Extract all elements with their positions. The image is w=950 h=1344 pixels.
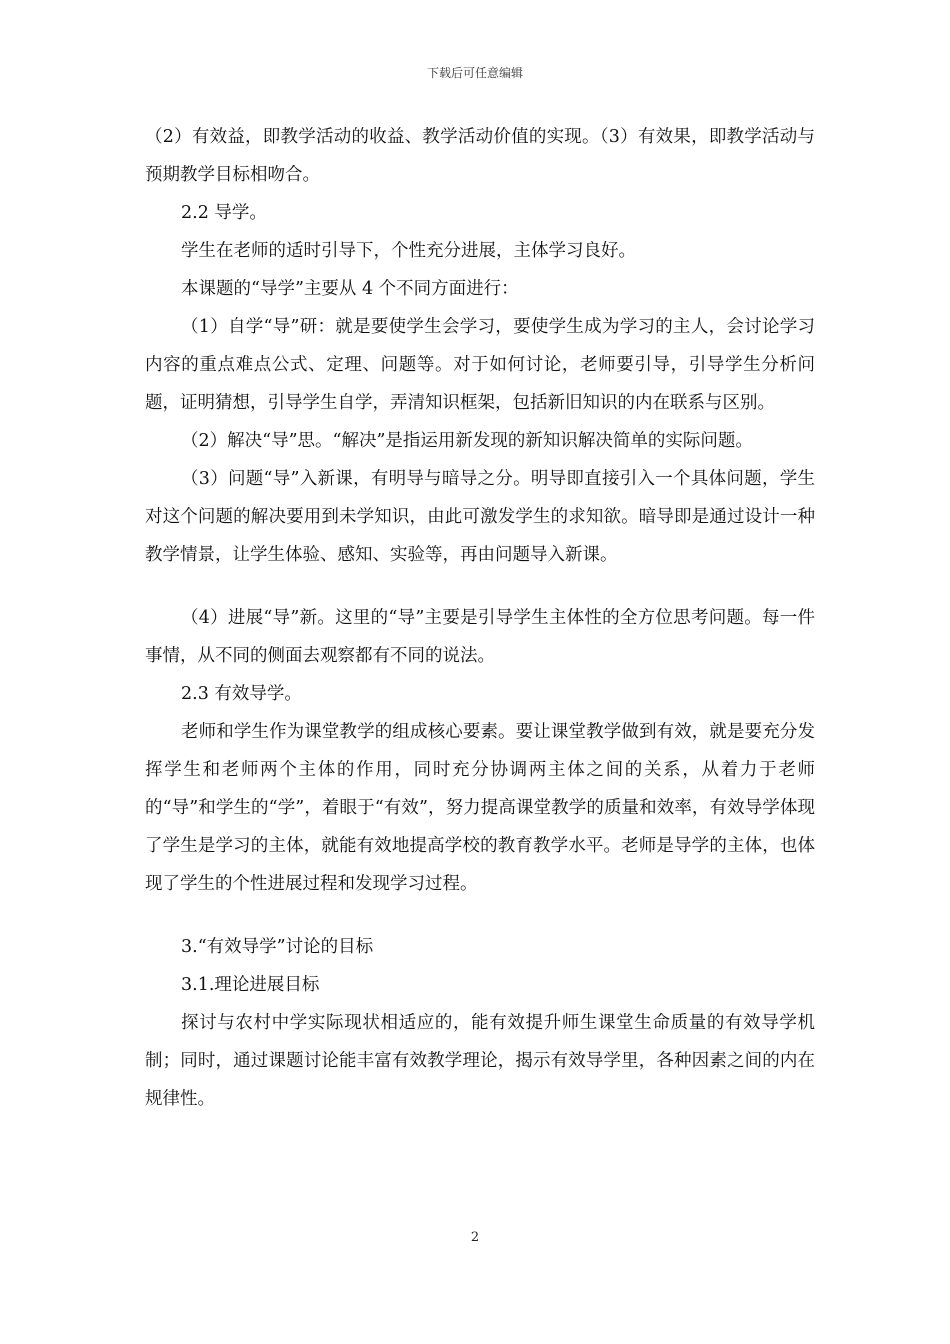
paragraph-aspect-4: （4）进展“导”新。这里的“导”主要是引导学生主体性的全方位思考问题。每一件事情，从不同的侧面去观察都有不同的说法。	[145, 608, 815, 666]
paragraph-four-aspects: 本课题的“导学”主要从 4 个不同方面进行：	[181, 279, 519, 299]
paragraph-aspect-1: （1）自学“导”研：就是要使学生会学习，要使学生成为学习的主人，会讨论学习内容的重点难点公式、定理、问题等。对于如何讨论，老师要引导，引导学生分析问题，证明猜想，引导学生自学，弄清知识框架，包括新旧知识的内在联系与区别。	[145, 317, 815, 413]
heading-3: 3.“有效导学”讨论的目标	[181, 937, 374, 957]
paragraph-theory-goal: 探讨与农村中学实际现状相适应的，能有效提升师生课堂生命质量的有效导学机制；同时，通过课题讨论能丰富有效教学理论，揭示有效导学里，各种因素之间的内在规律性。	[145, 1013, 815, 1109]
paragraph-gap	[145, 574, 815, 599]
paragraph-aspect-2: （2）解决“导”思。“解决”是指运用新发现的新知识解决简单的实际问题。	[181, 431, 753, 451]
paragraph-effectiveness: （2）有效益，即教学活动的收益、教学活动价值的实现。（3）有效果，即教学活动与预期教学目标相吻合。	[145, 127, 815, 185]
heading-2-2: 2.2 导学。	[181, 203, 267, 223]
paragraph-guided-learning: 学生在老师的适时引导下，个性充分进展，主体学习良好。	[181, 241, 636, 261]
page-number: 2	[470, 1230, 480, 1245]
paragraph-aspect-3: （3）问题“导”入新课，有明导与暗导之分。明导即直接引入一个具体问题，学生对这个问题的解决要用到未学知识，由此可激发学生的求知欲。暗导即是通过设计一种教学情景，让学生体验、感知、实验等，再由问题导入新课。	[145, 469, 815, 565]
page-header: 下载后可任意编辑	[426, 66, 523, 80]
paragraph-gap	[145, 903, 815, 928]
heading-2-3: 2.3 有效导学。	[181, 684, 302, 704]
paragraph-effective-guidance: 老师和学生作为课堂教学的组成核心要素。要让课堂教学做到有效，就是要充分发挥学生和老师两个主体的作用，同时充分协调两主体之间的关系，从着力于老师的“导”和学生的“学”，着眼于“有效”，努力提高课堂教学的质量和效率，有效导学体现了学生是学习的主体，就能有效地提高学校的教育教学水平。老师是导学的主体，也体现了学生的个性进展过程和发现学习过程。	[145, 722, 815, 894]
heading-3-1: 3.1.理论进展目标	[181, 975, 320, 995]
document-body	[145, 118, 815, 1118]
